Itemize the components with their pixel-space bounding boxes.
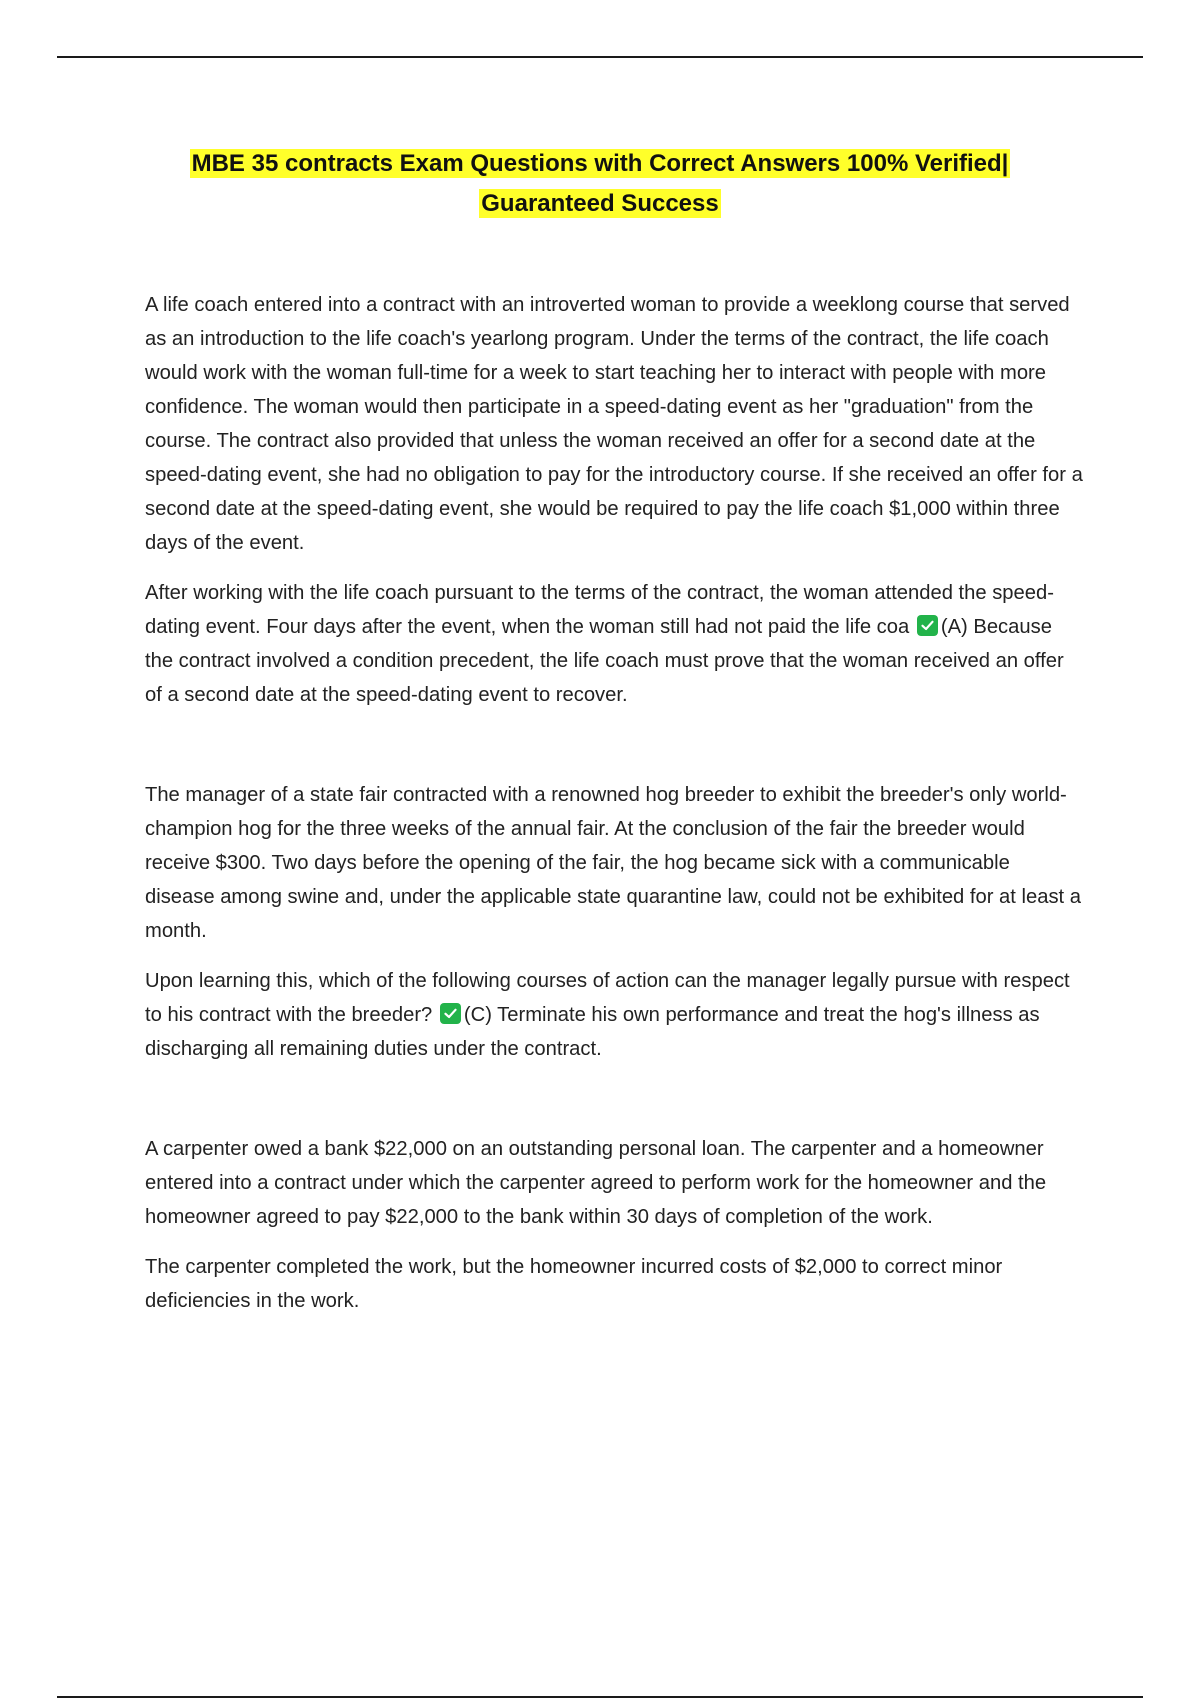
question-1-text: After working with the life coach pursuant to the terms of the contract, the woman attended the speed-dating event. Four days after the event, when the woman still had not paid the life coa [145,582,1054,638]
question-3 [145,1132,1085,1318]
title-line-1: MBE 35 contracts Exam Questions with Correct Answers 100% Verified| [191,150,1009,177]
question-1-scenario: A life coach entered into a contract with an introverted woman to provide a weeklong course that served as an introduction to the life coach's yearlong program. Under the terms of the contract, the life coach would work with the woman full-time for a week to start teaching her to interact with people with more confidence. The woman would then participate in a speed-dating event as her "graduation" from the course. The contract also provided that unless the woman received an offer for a second date at the speed-dating event, she had no obligation to pay for the introductory course. If she received an offer for a second date at the speed-dating event, she would be required to pay the life coach $1,000 within three days of the event. [145,294,1083,554]
question-2-answer: (C) Terminate his own performance and treat the hog's illness as discharging all remaining duties under the contract. [145,1004,1040,1060]
question-separator [145,1082,1085,1132]
question-1 [145,288,1085,712]
question-2-prompt [145,964,1085,1066]
top-divider [57,56,1143,58]
bottom-divider [57,1696,1143,1698]
question-2 [145,778,1085,1066]
question-separator [145,728,1085,778]
title-line-2: Guaranteed Success [481,190,719,217]
page-title [100,144,1100,224]
question-3-prompt: The carpenter completed the work, but the homeowner incurred costs of $2,000 to correct minor deficiencies in the work. [145,1256,1003,1312]
question-3-scenario: A carpenter owed a bank $22,000 on an outstanding personal loan. The carpenter and a homeowner entered into a contract under which the carpenter agreed to perform work for the homeowner and the homeowner agreed to pay $22,000 to the bank within 30 days of completion of the work. [145,1138,1047,1228]
question-2-text: Upon learning this, which of the following courses of action can the manager legally pursue with respect to his contract with the breeder? [145,970,1070,1026]
question-list [145,288,1085,1334]
question-1-answer: (A) Because the contract involved a condition precedent, the life coach must prove that the woman received an offer of a second date at the speed-dating event to recover. [145,616,1064,706]
question-1-prompt [145,576,1085,712]
check-mark-icon [440,1003,461,1024]
question-2-scenario: The manager of a state fair contracted with a renowned hog breeder to exhibit the breeder's only world-champion hog for the three weeks of the annual fair. At the conclusion of the fair the breeder would receive $300. Two days before the opening of the fair, the hog became sick with a communicable disease among swine and, under the applicable state quarantine law, could not be exhibited for at least a month. [145,784,1081,942]
check-mark-icon [917,615,938,636]
